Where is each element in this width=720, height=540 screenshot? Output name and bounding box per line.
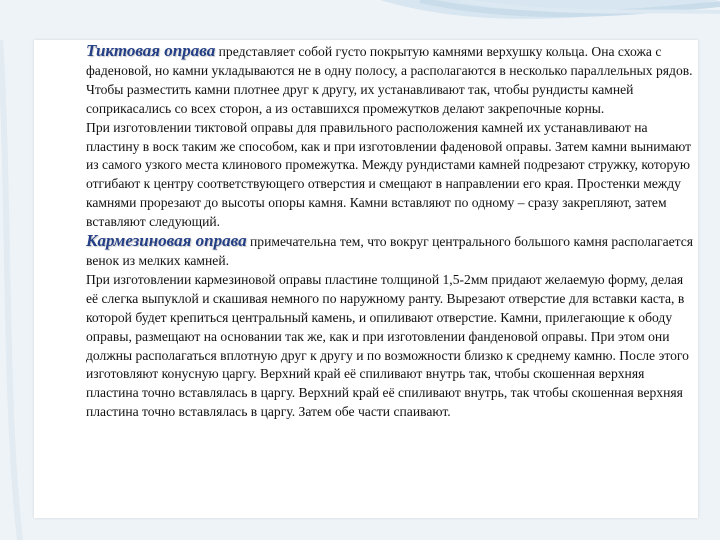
paragraph-tiktovaya: [48, 42, 696, 119]
paragraph-tiktovaya-process: [48, 119, 696, 232]
paragraph-karmezinovaya: [48, 232, 696, 271]
paragraph-text: представляет собой густо покрытую камнями верхушку кольца. Она схожа с фаденовой, но камни укладываются не в одну полосу, а располагаются в несколько параллельных рядов. Чтобы разместить камни плотнее друг к другу, их устанавливают так, чтобы рундисты камней соприкасались со всех сторон, а из оставшихся промежутков делают закрепочные корны.: [86, 44, 693, 116]
heading-karmezinovaya: Кармезиновая оправа: [86, 231, 247, 251]
paragraph-text: примечательна тем, что вокруг центрального большого камня располагается венок из мелких камней.: [86, 234, 694, 268]
document-body: [48, 42, 696, 422]
paragraph-karmezinovaya-process: [48, 271, 696, 422]
heading-tiktovaya: Тиктовая оправа: [86, 41, 216, 60]
paragraph-text: При изготовлении кармезиновой оправы пластине толщиной 1,5-2мм придают желаемую форму, делая её слегка выпуклой и скашивая немного по наружному ранту. Вырезают отверстие для вставки каста, в которой будет крепиться центральный камень, и опиливают отверстие. Камни, прилегающие к ободу оправы, размещают на основании так же, как и при изготовлении фанденовой оправы. При этом они должны располагаться вплотную друг к другу и по возможности близко к среднему камню. После этого изготовляют конусную царгу. Верхний край её спиливают внутрь так, чтобы скошенная верхняя пластина точно вставлялась в царгу. Верхний край её спиливают внутрь, так чтобы скошенная верхняя пластина точно вставлялась в царгу. Затем обе части спаивают.: [86, 271, 689, 420]
paragraph-text: При изготовлении тиктовой оправы для правильного расположения камней их устанавливают на пластину в воск таким же способом, как и при изготовлении фаденовой оправы. Затем камни вынимают из самого узкого места клинового промежутка. Между рундистами камней подрезают стружку, которую отгибают к центру соответствующего отверстия и смещают в направлении его края. Простенки между камнями прорезают до высоты опоры камня. Камни вставляют по одному – сразу закрепляют, затем вставляют следующий.: [86, 119, 692, 230]
